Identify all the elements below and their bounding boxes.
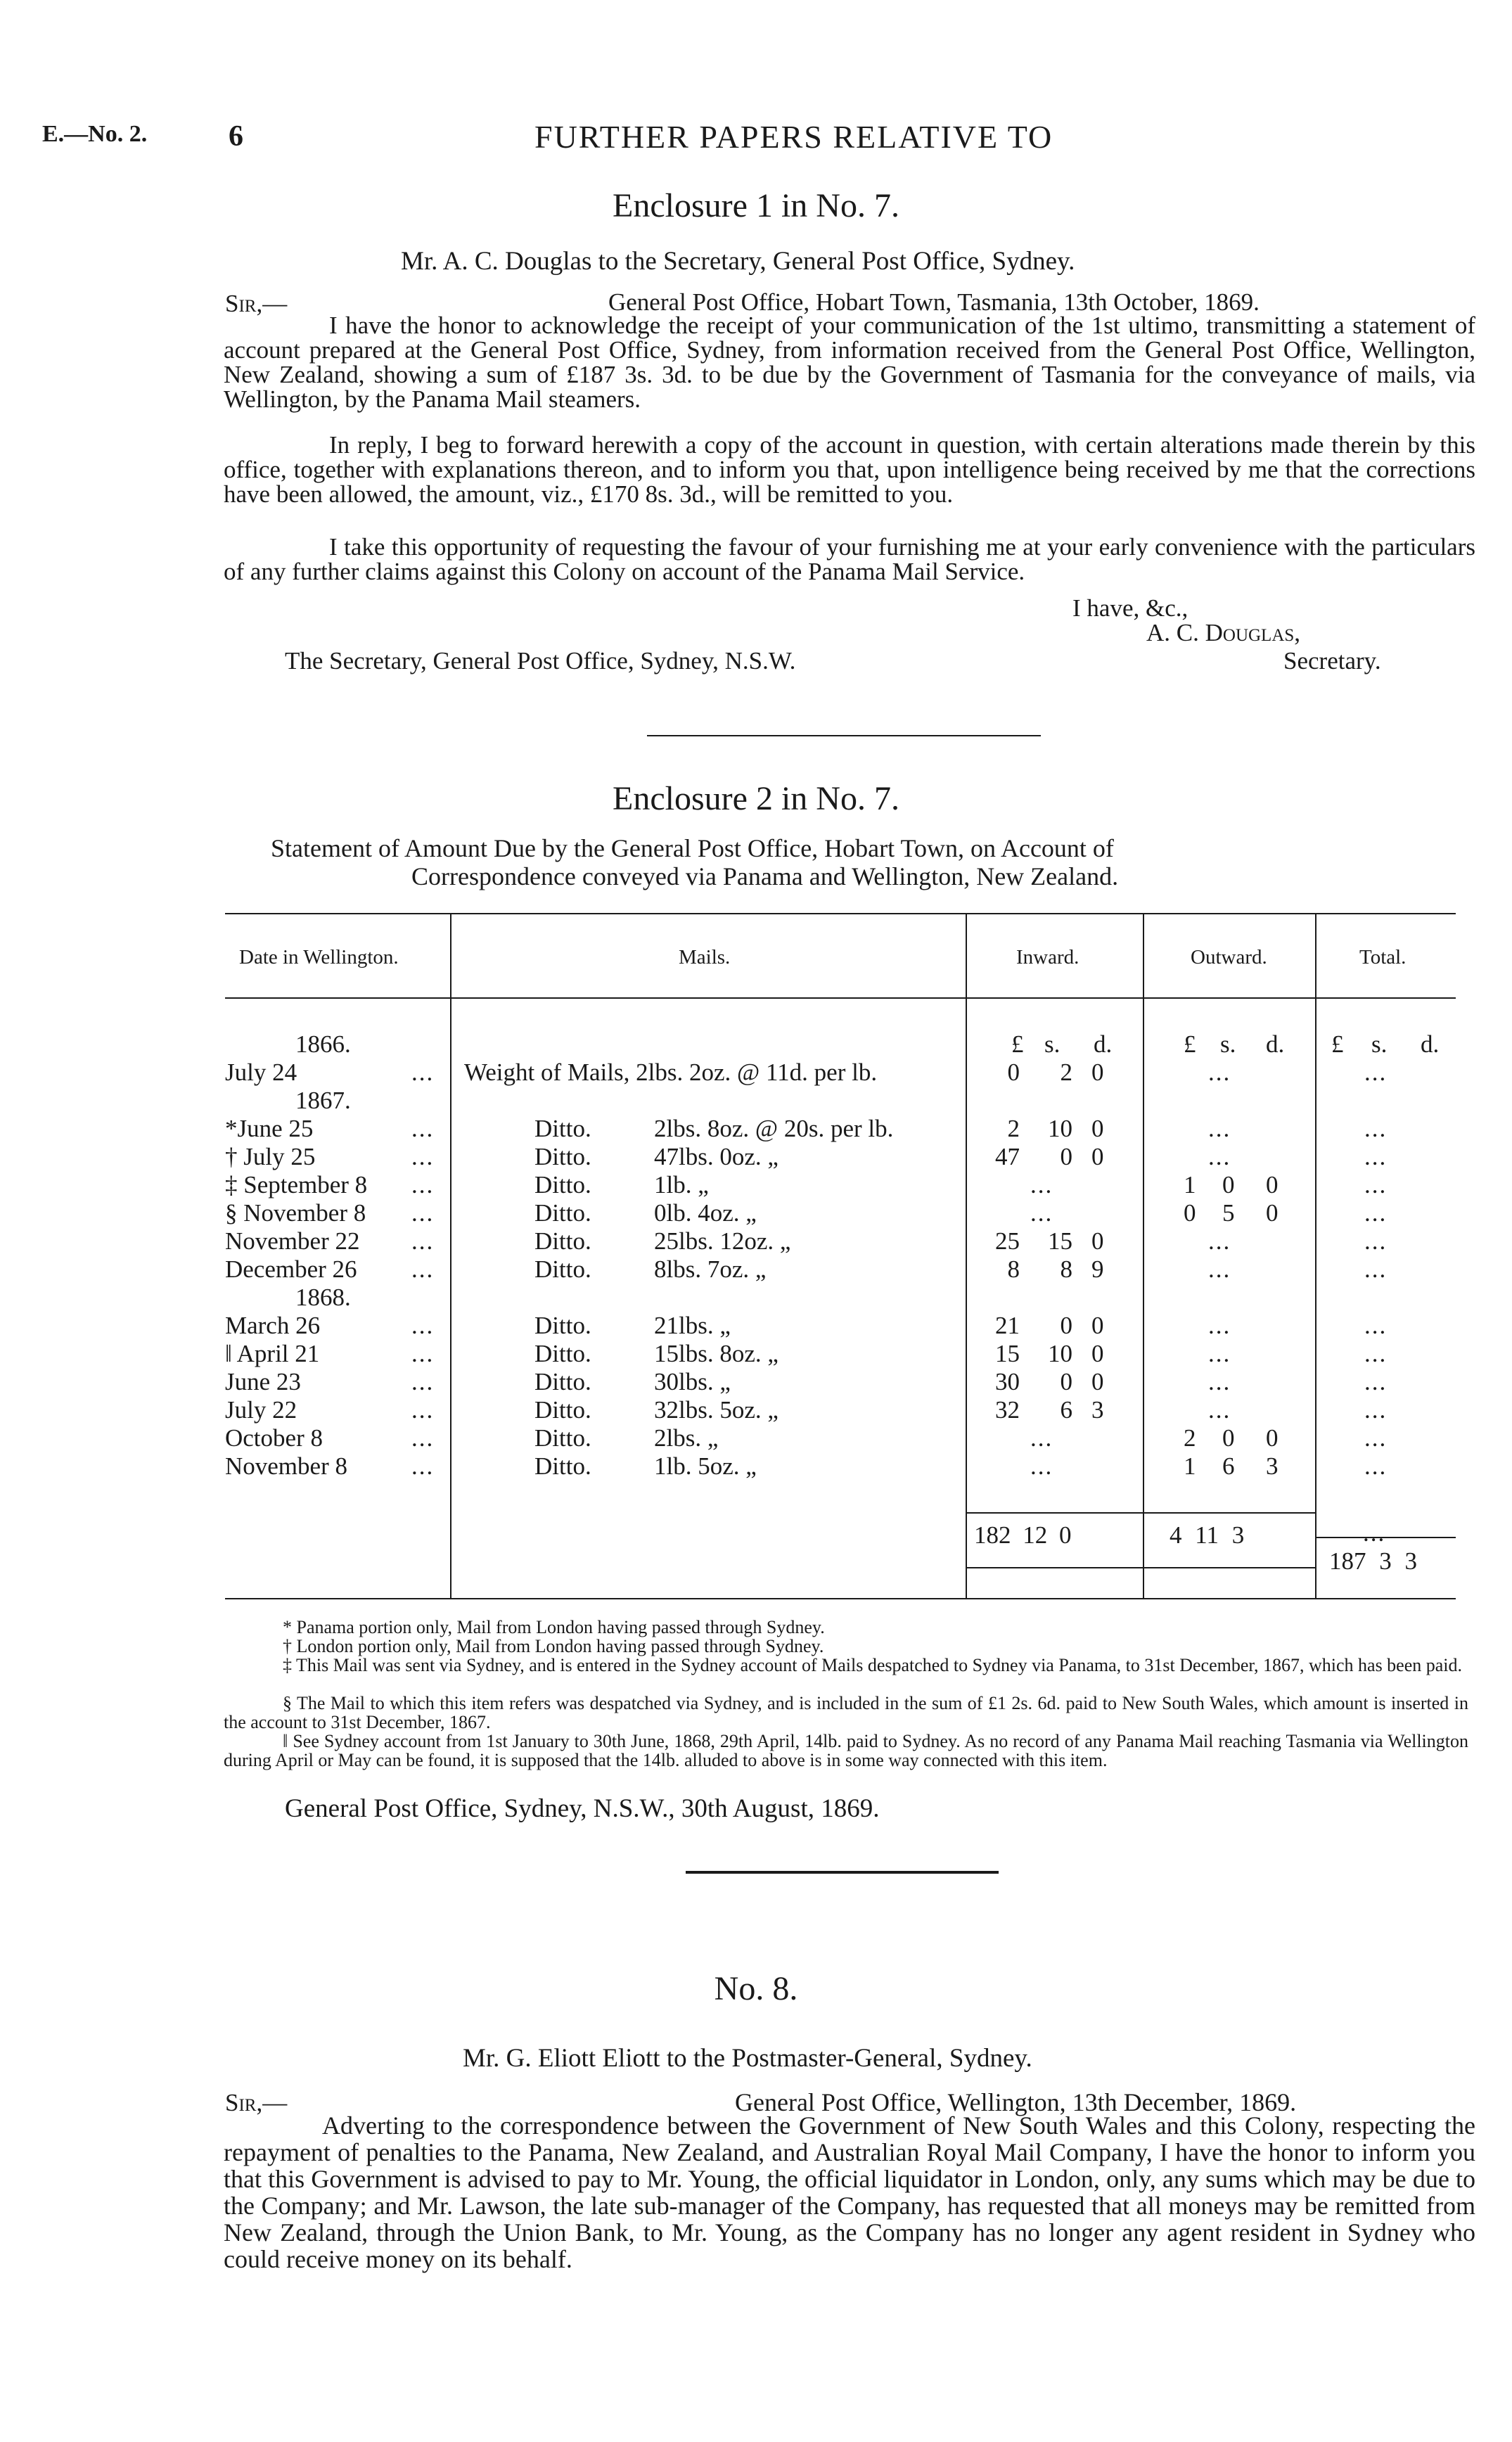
row-outward-shillings: 5 (1222, 1199, 1235, 1227)
leader-dots: ... (411, 1424, 435, 1452)
subtotal-rule (967, 1512, 1315, 1514)
currency-pound: £ (1184, 1030, 1196, 1058)
row-outward-dots: ... (1208, 1312, 1231, 1339)
col-header-mails: Mails. (679, 946, 731, 969)
row-inward-dots: ... (1030, 1171, 1053, 1198)
row-date: November 22 (225, 1227, 360, 1255)
year-label: 1866. (295, 1030, 351, 1058)
row-outward-pounds: 0 (1184, 1199, 1196, 1227)
enclosure2-subtitle-line1: Statement of Amount Due by the General Post Office, Hobart Town, on Account of (271, 834, 1114, 862)
row-outward-dots: ... (1208, 1396, 1231, 1424)
currency-pound: £ (1011, 1030, 1024, 1058)
footnote: ‡ This Mail was sent via Sydney, and is entered in the Sydney account of Mails despatched to Sydney via Panama, to 31st December, 1867, which has been paid. (283, 1655, 1463, 1675)
no8-paragraph: Adverting to the correspondence between the Government of New South Wales and this Colony, respecting the repayment of penalties to the Panama, New Zealand, and Australian Royal Mail Company, I have the honor to inform you that this Government is advised to pay to Mr. Young, the official liquidator in London, only, any sums which may be due to the Company; and Mr. Lawson, the late sub-manager of the Company, has requested that all moneys may be remitted from New Zealand, through the Union Bank, to Mr. Young, as the Company has no longer any agent resident in Sydney who could receive money on its behalf. (224, 2111, 1475, 2273)
row-inward-pounds: 8 (1007, 1255, 1020, 1283)
enclosure1-paragraph-1: I have the honor to acknowledge the receipt of your communication of the 1st ultimo, transmitting a statement of account prepared at the General Post Office, Sydney, from information received from the General Post Office, Wellington, New Zealand, showing a sum of £187 3s. 3d. to be due by the Government of Tasmania for the conveyance of mails, via Wellington, by the Panama Mail steamers. (224, 312, 1475, 413)
year-label: 1867. (295, 1087, 351, 1114)
row-outward-pence: 0 (1266, 1424, 1279, 1452)
row-mails: Ditto. (534, 1312, 591, 1339)
row-date: *June 25 (225, 1115, 314, 1142)
footnote: ‖ See Sydney account from 1st January to 30th June, 1868, 29th April, 14lb. paid to Sydney. As no record of any Panama Mail reaching Tasmania via Wellington during April or May can be found, it is supposed that the 14lb. alluded to above is in some way connected with this item. (224, 1731, 1468, 1770)
row-outward-dots: ... (1208, 1227, 1231, 1255)
row-mails-detail: 1lb. „ (654, 1171, 709, 1198)
row-outward-pounds: 1 (1184, 1452, 1196, 1480)
row-inward-shillings: 8 (1060, 1255, 1072, 1283)
row-total: ... (1364, 1143, 1388, 1170)
row-mails: Ditto. (534, 1368, 591, 1395)
row-date: § November 8 (225, 1199, 366, 1227)
row-inward-pence: 0 (1091, 1227, 1104, 1255)
currency-shilling: s. (1044, 1030, 1061, 1058)
row-mails: Weight of Mails, 2lbs. 2oz. @ 11d. per lb. (464, 1059, 878, 1086)
enclosure1-salutation: Sir,— (225, 290, 288, 317)
row-inward-pounds: 15 (995, 1340, 1020, 1367)
table-header-rule (225, 997, 1456, 999)
row-total: ... (1364, 1396, 1388, 1424)
leader-dots: ... (411, 1059, 435, 1086)
row-mails-detail: 0lb. 4oz. „ (654, 1199, 757, 1227)
row-inward-pence: 9 (1091, 1255, 1104, 1283)
row-outward-shillings: 6 (1222, 1452, 1235, 1480)
col-divider (966, 913, 967, 1598)
row-outward-pounds: 2 (1184, 1424, 1196, 1452)
footnote: * Panama portion only, Mail from London having passed through Sydney. (283, 1617, 825, 1637)
row-mails-detail: 2lbs. „ (654, 1424, 719, 1452)
row-inward-shillings: 15 (1048, 1227, 1072, 1255)
leader-dots: ... (411, 1227, 435, 1255)
row-inward-pence: 0 (1091, 1115, 1104, 1142)
row-inward-dots: ... (1030, 1199, 1053, 1227)
outward-subtotal: 4 11 3 (1170, 1521, 1245, 1549)
row-total: ... (1364, 1199, 1388, 1227)
currency-pence: d. (1266, 1030, 1285, 1058)
footnote: † London portion only, Mail from London having passed through Sydney. (283, 1636, 824, 1656)
currency-shilling: s. (1220, 1030, 1236, 1058)
year-label: 1868. (295, 1284, 351, 1311)
row-inward-pounds: 32 (995, 1396, 1020, 1424)
row-total: ... (1364, 1171, 1388, 1198)
row-inward-pounds: 47 (995, 1143, 1020, 1170)
col-divider (1315, 913, 1316, 1598)
row-outward-pence: 0 (1266, 1199, 1279, 1227)
enclosure2-subtitle-line2: Correspondence conveyed via Panama and Wellington, New Zealand. (411, 862, 1119, 890)
row-outward-shillings: 0 (1222, 1424, 1235, 1452)
row-inward-shillings: 10 (1048, 1115, 1072, 1142)
row-inward-shillings: 10 (1048, 1340, 1072, 1367)
table-top-rule (225, 913, 1456, 914)
enclosure1-heading: Enclosure 1 in No. 7. (613, 187, 899, 224)
row-outward-dots: ... (1208, 1059, 1231, 1086)
row-inward-shillings: 6 (1060, 1396, 1072, 1424)
row-inward-shillings: 2 (1060, 1059, 1072, 1086)
row-mails: Ditto. (534, 1143, 591, 1170)
row-mails-detail: 25lbs. 12oz. „ (654, 1227, 791, 1255)
row-inward-pence: 0 (1091, 1143, 1104, 1170)
row-inward-pounds: 21 (995, 1312, 1020, 1339)
row-date: † July 25 (225, 1143, 316, 1170)
row-inward-shillings: 0 (1060, 1368, 1072, 1395)
currency-pound: £ (1331, 1030, 1344, 1058)
enclosure2-heading: Enclosure 2 in No. 7. (613, 780, 899, 817)
row-inward-pence: 0 (1091, 1312, 1104, 1339)
leader-dots: ... (411, 1452, 435, 1480)
no8-byline: Mr. G. Eliott Eliott to the Postmaster-General, Sydney. (463, 2044, 1032, 2073)
row-mails-detail: 15lbs. 8oz. „ (654, 1340, 779, 1367)
page-number: 6 (229, 120, 243, 153)
total-rule (1316, 1537, 1456, 1538)
row-mails-detail: 8lbs. 7oz. „ (654, 1255, 767, 1283)
enclosure1-dateline: General Post Office, Hobart Town, Tasmania, 13th October, 1869. (608, 288, 1260, 316)
row-mails: Ditto. (534, 1255, 591, 1283)
row-date: October 8 (225, 1424, 323, 1452)
row-outward-pence: 3 (1266, 1452, 1279, 1480)
enclosure1-signatory: A. C. Douglas, (1146, 619, 1301, 646)
row-total: ... (1364, 1452, 1388, 1480)
row-mails-detail: 21lbs. „ (654, 1312, 731, 1339)
leader-dots: ... (411, 1368, 435, 1395)
row-mails: Ditto. (534, 1396, 591, 1424)
leader-dots: ... (411, 1340, 435, 1367)
row-mails: Ditto. (534, 1115, 591, 1142)
row-total: ... (1364, 1424, 1388, 1452)
leader-dots: ... (411, 1312, 435, 1339)
row-total: ... (1364, 1115, 1388, 1142)
leader-dots: ... (411, 1199, 435, 1227)
row-inward-shillings: 0 (1060, 1312, 1072, 1339)
leader-dots: ... (411, 1143, 435, 1170)
row-date: December 26 (225, 1255, 357, 1283)
row-outward-dots: ... (1208, 1368, 1231, 1395)
row-date: ‡ September 8 (225, 1171, 368, 1198)
col-divider (1143, 913, 1144, 1598)
row-total: ... (1364, 1368, 1388, 1395)
row-mails: Ditto. (534, 1227, 591, 1255)
row-inward-shillings: 0 (1060, 1143, 1072, 1170)
row-mails-detail: 47lbs. 0oz. „ (654, 1143, 779, 1170)
col-divider (450, 913, 451, 1598)
enclosure1-paragraph-3: I take this opportunity of requesting the favour of your furnishing me at your early convenience with the particulars of any further claims against this Colony on account of the Panama Mail Service. (224, 533, 1475, 585)
section-divider-heavy (686, 1871, 999, 1874)
row-mails-detail: 2lbs. 8oz. @ 20s. per lb. (654, 1115, 894, 1142)
col-header-outward: Outward. (1191, 946, 1267, 969)
grand-total: 187 3 3 (1329, 1547, 1417, 1575)
row-outward-shillings: 0 (1222, 1171, 1235, 1198)
row-mails: Ditto. (534, 1199, 591, 1227)
row-mails: Ditto. (534, 1340, 591, 1367)
leader-dots: ... (411, 1396, 435, 1424)
row-total: ... (1364, 1255, 1388, 1283)
col-header-inward: Inward. (1016, 946, 1079, 969)
row-mails-detail: 1lb. 5oz. „ (654, 1452, 757, 1480)
row-total: ... (1364, 1340, 1388, 1367)
no8-dateline: General Post Office, Wellington, 13th December, 1869. (735, 2088, 1297, 2116)
row-inward-pounds: 0 (1007, 1059, 1020, 1086)
row-mails-detail: 32lbs. 5oz. „ (654, 1396, 779, 1424)
row-inward-pounds: 25 (995, 1227, 1020, 1255)
row-date: June 23 (225, 1368, 301, 1395)
total-dots: ... (1363, 1519, 1386, 1547)
row-outward-dots: ... (1208, 1115, 1231, 1142)
row-mails: Ditto. (534, 1452, 591, 1480)
row-mails: Ditto. (534, 1171, 591, 1198)
row-inward-pence: 0 (1091, 1059, 1104, 1086)
row-date: March 26 (225, 1312, 321, 1339)
row-date: ‖ April 21 (225, 1340, 320, 1367)
row-total: ... (1364, 1227, 1388, 1255)
row-outward-dots: ... (1208, 1143, 1231, 1170)
row-date: November 8 (225, 1452, 347, 1480)
table-bottom-rule (225, 1598, 1456, 1599)
inward-subtotal: 182 12 0 (974, 1521, 1072, 1549)
leader-dots: ... (411, 1171, 435, 1198)
enclosure1-byline: Mr. A. C. Douglas to the Secretary, General Post Office, Sydney. (401, 247, 1075, 276)
row-mails: Ditto. (534, 1424, 591, 1452)
currency-shilling: s. (1371, 1030, 1388, 1058)
enclosure1-addressee: The Secretary, General Post Office, Sydney, N.S.W. (285, 647, 796, 675)
no8-salutation: Sir,— (225, 2089, 288, 2116)
enclosure1-signatory-title: Secretary. (1283, 647, 1381, 675)
row-inward-dots: ... (1030, 1424, 1053, 1452)
row-outward-dots: ... (1208, 1255, 1231, 1283)
row-inward-pounds: 30 (995, 1368, 1020, 1395)
row-inward-pence: 3 (1091, 1396, 1104, 1424)
enclosure2-signoff: General Post Office, Sydney, N.S.W., 30th August, 1869. (285, 1794, 880, 1823)
row-inward-dots: ... (1030, 1452, 1053, 1480)
row-total: ... (1364, 1059, 1388, 1086)
document-ref: E.—No. 2. (42, 121, 148, 147)
leader-dots: ... (411, 1115, 435, 1142)
currency-pence: d. (1094, 1030, 1113, 1058)
row-inward-pence: 0 (1091, 1340, 1104, 1367)
enclosure1-paragraph-2: In reply, I beg to forward herewith a copy of the account in question, with certain alterations made therein by this office, together with explanations thereon, and to inform you that, upon intelligence being received by me that the corrections have been allowed, the amount, viz., £170 8s. 3d., will be remitted to you. (224, 431, 1475, 508)
section-divider (647, 735, 1041, 736)
row-outward-pence: 0 (1266, 1171, 1279, 1198)
running-title: FURTHER PAPERS RELATIVE TO (534, 119, 1053, 155)
row-inward-pounds: 2 (1007, 1115, 1020, 1142)
row-outward-dots: ... (1208, 1340, 1231, 1367)
row-date: July 22 (225, 1396, 297, 1424)
leader-dots: ... (411, 1255, 435, 1283)
row-date: July 24 (225, 1059, 297, 1086)
row-total: ... (1364, 1312, 1388, 1339)
row-outward-pounds: 1 (1184, 1171, 1196, 1198)
enclosure1-closing: I have, &c., (1072, 594, 1189, 622)
no8-heading: No. 8. (714, 1970, 798, 2007)
row-inward-pence: 0 (1091, 1368, 1104, 1395)
footnote: § The Mail to which this item refers was despatched via Sydney, and is included in the sum of £1 2s. 6d. paid to New South Wales, which amount is inserted in the account to 31st December, 1867. (224, 1693, 1468, 1732)
col-header-date: Date in Wellington. (239, 946, 399, 969)
subtotal-rule-lower (967, 1567, 1315, 1568)
currency-pence: d. (1421, 1030, 1440, 1058)
row-mails-detail: 30lbs. „ (654, 1368, 731, 1395)
col-header-total: Total. (1359, 946, 1407, 969)
